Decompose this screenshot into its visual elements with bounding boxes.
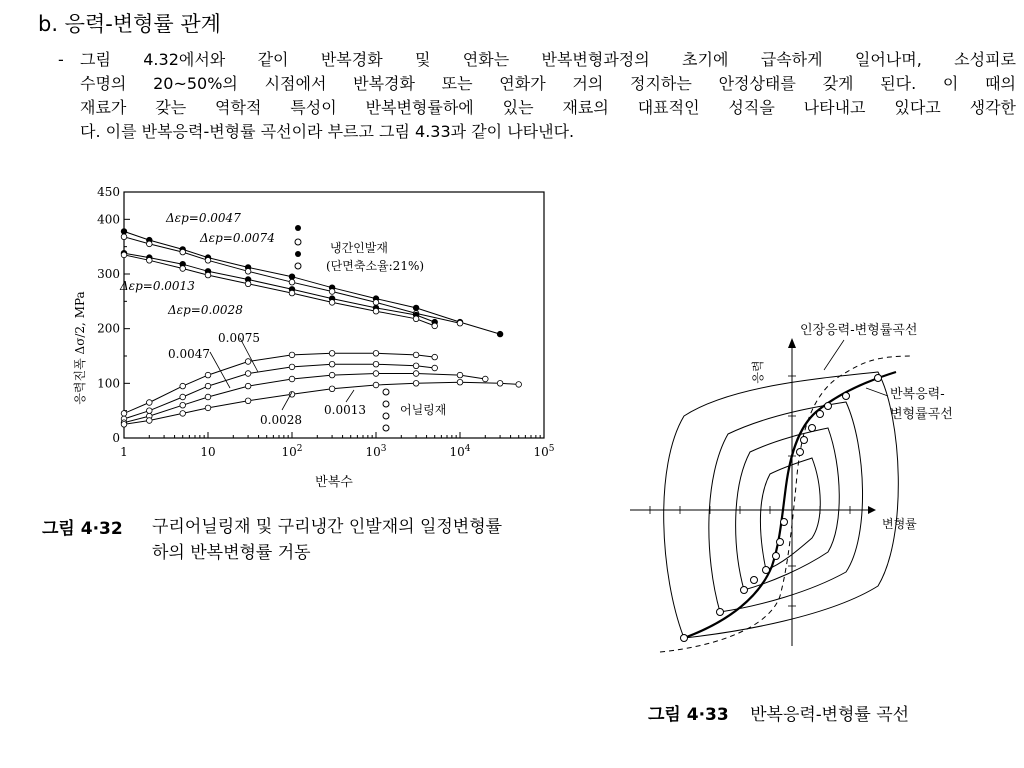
data-point xyxy=(147,408,153,414)
data-point xyxy=(245,383,251,389)
data-point xyxy=(413,371,419,377)
data-point xyxy=(180,383,186,389)
annotation-ann-0075: 0.0075 xyxy=(218,331,260,345)
leader-line xyxy=(824,340,844,370)
data-point xyxy=(457,379,463,385)
legend-annealed-markers xyxy=(383,389,389,431)
y-axis-label: 응력 xyxy=(751,360,765,384)
data-point xyxy=(373,308,379,314)
data-point xyxy=(289,364,295,370)
figure-4-32-chart xyxy=(62,178,582,500)
section-heading: b. 응력-변형률 관계 xyxy=(38,12,221,36)
x-tick-label: $10^3$ xyxy=(365,444,387,459)
data-point xyxy=(483,376,489,382)
data-point xyxy=(432,365,438,371)
annotation-ann-0013: 0.0013 xyxy=(324,403,366,417)
data-point xyxy=(180,249,186,255)
bullet-dash: - xyxy=(58,50,64,69)
data-point xyxy=(432,354,438,360)
data-point xyxy=(497,381,503,387)
data-point xyxy=(373,300,379,306)
caption-line: 구리어닐링재 및 구리냉간 인발재의 일정변형률 xyxy=(152,517,503,537)
y-tick-label: 100 xyxy=(97,376,120,391)
data-point xyxy=(205,383,211,389)
data-point xyxy=(413,316,419,322)
y-tick-label: 400 xyxy=(97,212,120,227)
data-point xyxy=(413,305,419,311)
data-point xyxy=(373,351,379,357)
data-point xyxy=(329,386,335,392)
leader-line xyxy=(346,390,354,402)
paragraph-line: 다. 이를 반복응력-변형률 곡선이라 부르고 그림 4.33과 같이 나타낸다. xyxy=(80,122,575,141)
data-point xyxy=(329,372,335,378)
data-point xyxy=(289,376,295,382)
data-point xyxy=(329,361,335,367)
figure-4-33-diagram xyxy=(620,316,1020,668)
figure-4-32-caption-text xyxy=(152,514,502,566)
y-axis-label: 응력진폭 Δσ/2, MPa xyxy=(73,291,87,405)
y-tick-label: 450 xyxy=(97,185,120,199)
data-point xyxy=(373,361,379,367)
legend-cold-markers xyxy=(295,225,301,269)
data-point xyxy=(147,418,153,424)
paragraph-line: 수명의 20~50%의 시점에서 반복경화 또는 연화가 거의 정지하는 안정상태를 갖게 된다. 이 때의 xyxy=(80,74,1016,93)
data-point xyxy=(121,229,127,235)
figure-4-32-caption xyxy=(42,514,123,539)
x-axis-label: 반복수 xyxy=(315,475,353,490)
data-point xyxy=(121,422,127,428)
data-point xyxy=(147,258,153,264)
data-point xyxy=(121,252,127,258)
x-axis-label: 변형률 xyxy=(882,517,917,531)
data-point xyxy=(373,371,379,377)
caption-number: 그림 4·32 xyxy=(42,519,123,539)
annotation-hard-0013: Δεp=0.0013 xyxy=(120,279,195,293)
annotation-hard-0074: Δεp=0.0074 xyxy=(200,231,275,245)
legend-annealed-label: 어닐링재 xyxy=(400,403,447,417)
legend-cold-sub: (단면축소율:21%) xyxy=(326,259,425,273)
data-point xyxy=(497,331,503,337)
annotation-ann-0047: 0.0047 xyxy=(168,347,210,361)
label-tensile-curve: 인장응력-변형률곡선 xyxy=(800,323,918,338)
data-point xyxy=(121,411,127,417)
caption-line: 하의 반복변형률 거동 xyxy=(152,543,311,563)
figure-4-33-caption xyxy=(648,700,909,725)
x-tick-label: $10^5$ xyxy=(533,444,555,459)
x-tick-label: $10^4$ xyxy=(449,444,471,459)
data-point xyxy=(413,381,419,387)
data-point xyxy=(205,405,211,411)
data-point xyxy=(432,323,438,329)
data-point xyxy=(289,290,295,296)
caption-number: 그림 4·33 xyxy=(648,705,729,725)
hysteresis-loops xyxy=(664,372,899,638)
data-point xyxy=(180,266,186,272)
annotation-ann-0028: 0.0028 xyxy=(260,413,302,427)
data-point xyxy=(205,394,211,400)
data-point xyxy=(289,352,295,358)
data-point xyxy=(329,289,335,295)
data-point xyxy=(121,234,127,240)
x-tick-label: $10^2$ xyxy=(281,444,303,459)
leader-line xyxy=(866,388,888,396)
annotation-hard-0028: Δεp=0.0028 xyxy=(168,303,243,317)
data-point xyxy=(147,241,153,247)
data-point xyxy=(180,402,186,408)
data-point xyxy=(180,394,186,400)
x-tick-label: 10 xyxy=(200,445,216,459)
series-6 xyxy=(121,371,488,426)
x-axis-arrow xyxy=(868,506,876,514)
data-point xyxy=(245,359,251,365)
caption-text: 반복응력-변형률 곡선 xyxy=(750,705,910,725)
y-tick-label: 300 xyxy=(97,267,120,281)
paragraph-line: 재료가 갖는 역학적 특성이 반복변형률하에 있는 재료의 대표적인 성직을 나타내고 있다고 생각한 xyxy=(80,98,1016,117)
data-point xyxy=(245,371,251,377)
data-point xyxy=(373,382,379,388)
y-tick-label: 0 xyxy=(112,431,120,445)
data-point xyxy=(329,351,335,357)
annotation-hard-0047: Δεp=0.0047 xyxy=(166,211,241,225)
data-point xyxy=(413,352,419,358)
data-point xyxy=(289,279,295,285)
x-tick-label: 1 xyxy=(120,445,128,459)
data-point xyxy=(180,411,186,417)
data-point xyxy=(329,300,335,306)
data-point xyxy=(245,281,251,287)
data-point xyxy=(205,272,211,278)
data-point xyxy=(245,398,251,404)
y-axis-arrow xyxy=(788,338,796,348)
data-point xyxy=(516,382,522,388)
tensile-curve xyxy=(660,356,912,652)
data-point xyxy=(245,269,251,275)
label-cyclic-curve-2: 변형률곡선 xyxy=(890,407,953,422)
y-tick-label: 200 xyxy=(97,321,120,336)
paragraph-line: 그림 4.32에서와 같이 반복경화 및 연화는 반복변형과정의 초기에 급속하게 일어나며, 소성피로 xyxy=(80,50,1016,69)
data-point xyxy=(205,258,211,264)
data-point xyxy=(413,363,419,369)
cyclic-curve xyxy=(684,372,896,638)
data-point xyxy=(457,320,463,326)
label-cyclic-curve-1: 반복응력- xyxy=(890,387,945,402)
data-point xyxy=(289,274,295,280)
data-point xyxy=(205,372,211,378)
data-point xyxy=(457,372,463,378)
legend-cold-label: 냉간인발재 xyxy=(330,241,388,255)
data-point xyxy=(147,400,153,406)
